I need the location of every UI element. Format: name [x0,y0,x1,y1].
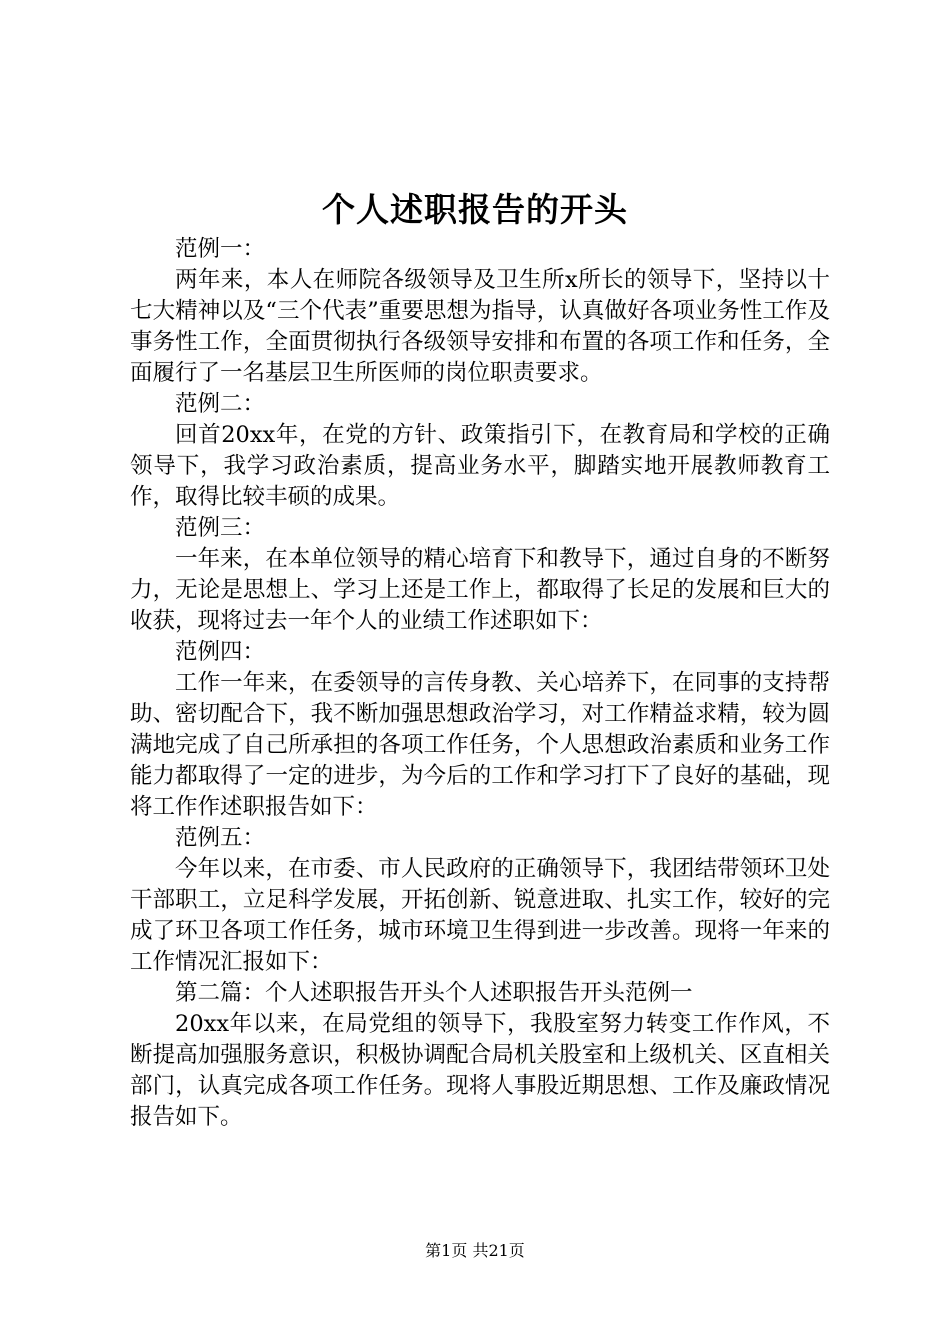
paragraph: 范例三： [175,515,266,541]
page-footer: 第1页 共21页 [425,1241,525,1260]
paragraph: 范例四： [175,639,266,665]
paragraph: 工作一年来，在委领导的言传身教、关心培养下，在同事的支持帮助、密切配合下，我不断加强思想政治学习，对工作精益求精，较为圆满地完成了自己所承担的各项工作任务，个人思想政治素质和业务工作能力都取得了一定的进步，为今后的工作和学习打下了良好的基础，现将工作作述职报告如下： [130,670,830,820]
document-body [130,234,830,1133]
paragraph: 范例五： [175,825,266,851]
document-title: 个人述职报告的开头 [322,190,628,229]
paragraph: 20xx年以来，在局党组的领导下，我股室努力转变工作作风，不断提高加强服务意识，积极协调配合局机关股室和上级机关、区直相关部门，认真完成各项工作任务。现将人事股近期思想、工作及廉政情况报告如下。 [130,1011,830,1130]
paragraph: 回首20xx年，在党的方针、政策指引下，在教育局和学校的正确领导下，我学习政治素质，提高业务水平，脚踏实地开展教师教育工作，取得比较丰硕的成果。 [130,422,830,510]
paragraph: 一年来，在本单位领导的精心培育下和教导下，通过自身的不断努力，无论是思想上、学习上还是工作上，都取得了长足的发展和巨大的收获，现将过去一年个人的业绩工作述职如下： [130,546,830,634]
paragraph: 今年以来，在市委、市人民政府的正确领导下，我团结带领环卫处干部职工，立足科学发展，开拓创新、锐意进取、扎实工作，较好的完成了环卫各项工作任务，城市环境卫生得到进一步改善。现将一年来的工作情况汇报如下： [130,856,830,975]
paragraph: 两年来，本人在师院各级领导及卫生所x所长的领导下，坚持以十七大精神以及“三个代表”重要思想为指导，认真做好各项业务性工作及事务性工作，全面贯彻执行各级领导安排和布置的各项工作和任务，全面履行了一名基层卫生所医师的岗位职责要求。 [130,267,830,386]
paragraph: 范例二： [175,391,266,417]
paragraph: 范例一： [175,236,266,262]
paragraph: 第二篇：个人述职报告开头个人述职报告开头范例一 [175,980,693,1006]
